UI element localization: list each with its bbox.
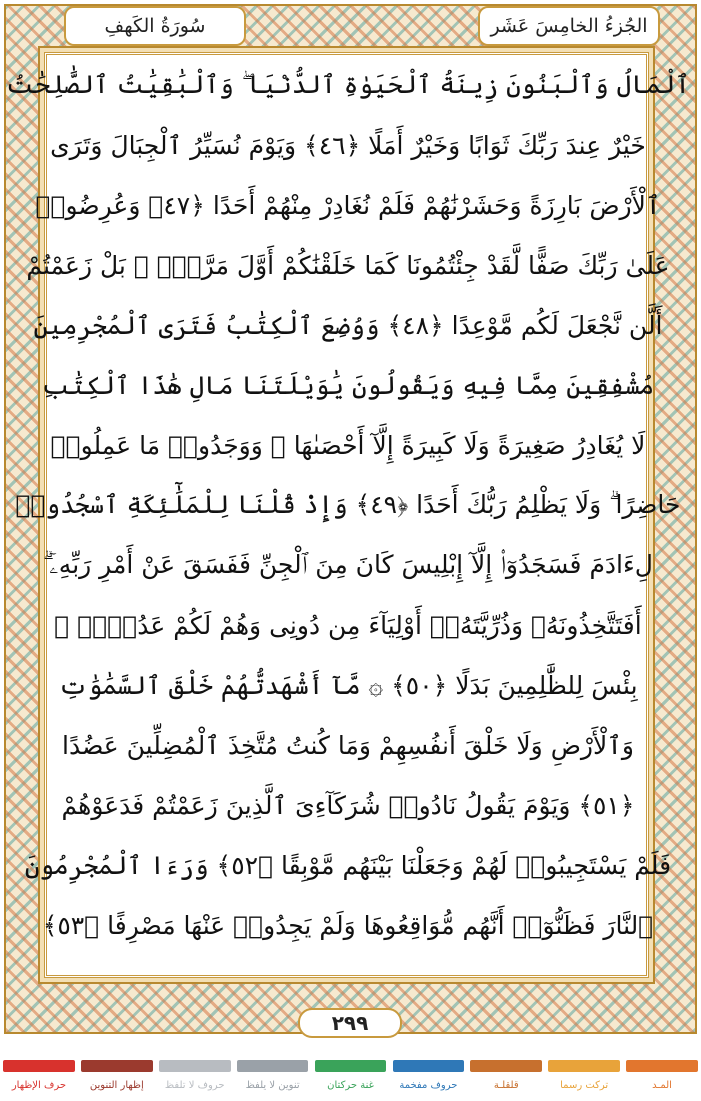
page-number: ٢٩٩ [331, 1011, 369, 1035]
text-line: لَا يُغَادِرُ صَغِيرَةً وَلَا كَبِيرَةً إِلَّآ أَحْصَىٰهَا ۚ وَوَجَدُوا۟ مَا عَمِلُوا۟ [50, 430, 646, 460]
text-line: عَلَىٰ رَبِّكَ صَفًّا لَّقَدْ جِئْتُمُونَا كَمَا خَلَقْنَٰكُمْ أَوَّلَ مَرَّةٍۭ ۚ بَلْ زَعَمْتُمْ [26, 250, 670, 280]
legend-label: قلقلـة [493, 1080, 519, 1091]
text-line: ٱلنَّارَ فَظَنُّوٓا۟ أَنَّهُم مُّوَاقِعُوهَا وَلَمْ يَجِدُوا۟ عَنْهَا مَصْرِفًا ﴿٥٣﴾ [42, 910, 654, 940]
quran-text [6, 58, 690, 978]
legend-swatch [393, 1060, 465, 1072]
legend-swatch [81, 1060, 153, 1072]
text-line: أَلَّن نَّجْعَلَ لَكُم مَّوْعِدًا ﴿٤٨﴾ وَوُضِعَ ٱلْكِتَٰبُ فَتَرَى ٱلْمُجْرِمِينَ [33, 310, 663, 340]
legend-label: غنة حركتان [327, 1080, 374, 1091]
legend-label: المـد [652, 1080, 672, 1091]
text-line: ٱلْمَالُ وَٱلْبَنُونَ زِينَةُ ٱلْحَيَوٰةِ ٱلدُّنْيَا ۖ وَٱلْبَٰقِيَٰتُ ٱلصَّٰلِحَٰتُ [6, 70, 690, 99]
surah-name-box [64, 6, 246, 46]
text-line: مُشْفِقِينَ مِمَّا فِيهِ وَيَقُولُونَ يَٰوَيْلَتَنَا مَالِ هَٰذَا ٱلْكِتَٰبِ [41, 370, 655, 400]
text-line: وَٱلْأَرْضِ وَلَا خَلْقَ أَنفُسِهِمْ وَمَا كُنتُ مُتَّخِذَ ٱلْمُضِلِّينَ عَضُدًا [62, 730, 634, 760]
legend-item-qalqala [467, 1060, 545, 1101]
legend-item-izhar-letter [0, 1060, 78, 1101]
legend-item-izhar-tanween [78, 1060, 156, 1101]
text-line: ٱلْأَرْضَ بَارِزَةً وَحَشَرْنَٰهُمْ فَلَمْ نُغَادِرْ مِنْهُمْ أَحَدًا ﴿٤٧﴾ وَعُرِضُوا۟ [35, 190, 661, 220]
legend-swatch [548, 1060, 620, 1072]
legend-item-silent-tanween [234, 1060, 312, 1101]
page-number-badge [298, 1008, 402, 1038]
text-line: أَفَتَتَّخِذُونَهُۥ وَذُرِّيَّتَهُۥٓ أَوْلِيَآءَ مِن دُونِى وَهُمْ لَكُمْ عَدُوٌّۢ ۚ [54, 610, 642, 640]
legend-swatch [237, 1060, 309, 1072]
text-line: فَلَمْ يَسْتَجِيبُوا۟ لَهُمْ وَجَعَلْنَا بَيْنَهُم مَّوْبِقًا ﴿٥٢﴾ وَرَءَا ٱلْمُجْرِمُونَ [24, 850, 672, 880]
legend-label: تركت رسما [560, 1080, 609, 1091]
text-line: خَيْرٌ عِندَ رَبِّكَ ثَوَابًا وَخَيْرٌ أَمَلًا ﴿٤٦﴾ وَيَوْمَ نُسَيِّرُ ٱلْجِبَالَ وَتَرَى [50, 130, 646, 160]
legend-swatch [159, 1060, 231, 1072]
legend-swatch [3, 1060, 75, 1072]
text-line: حَاضِرًا ۗ وَلَا يَظْلِمُ رَبُّكَ أَحَدًا ﴿٤٩﴾ وَإِذْ قُلْنَا لِلْمَلَٰٓئِكَةِ ٱسْجُدُوا۟ [15, 490, 681, 519]
legend-label: حروف مفخمة [399, 1080, 458, 1091]
juz-name-box [478, 6, 660, 46]
text-line: بِئْسَ لِلظَّٰلِمِينَ بَدَلًا ﴿٥٠﴾ ۞ مَّآ أَشْهَدتُّهُمْ خَلْقَ ٱلسَّمَٰوَٰتِ [58, 670, 638, 700]
legend-label: حرف الإظهار [11, 1080, 67, 1091]
legend-item-silent-letters [156, 1060, 234, 1101]
legend-label: تنوين لا يلفظ [245, 1080, 300, 1091]
text-line: لِءَادَمَ فَسَجَدُوٓا۟ إِلَّآ إِبْلِيسَ كَانَ مِنَ ٱلْجِنِّ فَفَسَقَ عَنْ أَمْرِ رَبِّهِۦٓ ۗ [43, 550, 653, 579]
legend-item-ghunna [312, 1060, 390, 1101]
juz-name: الجُزءُ الخامِسَ عَشَر [490, 15, 648, 37]
text-line: ﴿٥١﴾ وَيَوْمَ يَقُولُ نَادُوا۟ شُرَكَآءِىَ ٱلَّذِينَ زَعَمْتُمْ فَدَعَوْهُمْ [61, 790, 635, 820]
surah-name: سُورَةُ الكَهفِ [104, 15, 206, 37]
legend-label: إظهار التنوين [89, 1080, 144, 1091]
legend-swatch [315, 1060, 387, 1072]
legend-label: حروف لا تلفظ [164, 1080, 225, 1091]
legend-item-silent-script [545, 1060, 623, 1101]
legend-swatch [470, 1060, 542, 1072]
legend-item-heavy-letters [389, 1060, 467, 1101]
legend-swatch [626, 1060, 698, 1072]
tajweed-legend [0, 1060, 701, 1101]
legend-item-madd [623, 1060, 701, 1101]
